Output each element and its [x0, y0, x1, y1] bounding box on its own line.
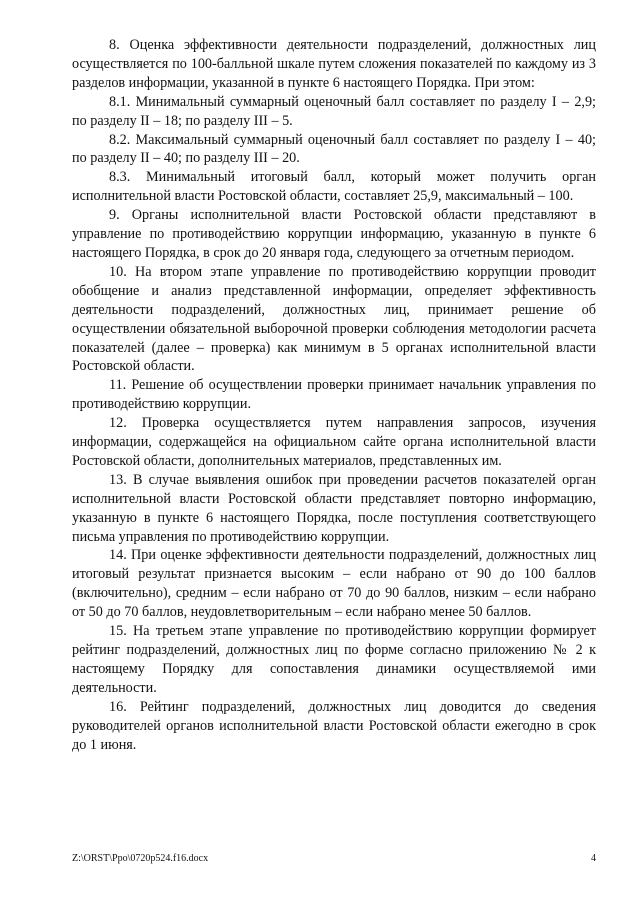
page-footer: [72, 853, 596, 865]
paragraph-8: 8. Оценка эффективности деятельности подразделений, должностных лиц осуществляется по 100-балльной шкале путем сложения показателей по каждому из 3 разделов информации, указанной в пункте 6 настоящего Порядка. При этом:: [72, 37, 596, 91]
paragraph-8-3: 8.3. Минимальный итоговый балл, который может получить орган исполнительной власти Ростовской области, составляет 25,9, максимальный – 100.: [72, 169, 596, 205]
paragraph-8-1: 8.1. Минимальный суммарный оценочный балл составляет по разделу I – 2,9; по разделу II – 18; по разделу III – 5.: [72, 93, 596, 129]
paragraph-16: 16. Рейтинг подразделений, должностных лиц доводится до сведения руководителей органов исполнительной власти Ростовской области ежегодно в срок до 1 июня.: [72, 698, 596, 753]
paragraph-8-2: 8.2. Максимальный суммарный оценочный балл составляет по разделу I – 40; по разделу II – 40; по разделу III – 20.: [72, 131, 596, 167]
paragraph-10: 10. На втором этапе управление по противодействию коррупции проводит обобщение и анализ представленной информации, определяет эффективность деятельности подразделений, должностных лиц, принимает решение об осуществлении обязательной выборочной проверки соблюдения методологии расчета показателей (далее – проверка) как минимум в 5 органах исполнительной власти Ростовской области.: [72, 263, 596, 375]
paragraph-15: 15. На третьем этапе управление по противодействию коррупции формирует рейтинг подразделений, должностных лиц по форме согласно приложению № 2 к настоящему Порядку для сопоставления динамики осуществляемой ими деятельности.: [72, 623, 596, 696]
paragraph-9: 9. Органы исполнительной власти Ростовской области представляют в управление по противодействию коррупции информацию, указанную в пункте 6 настоящего Порядка, в срок до 20 января года, следующего за отчетным периодом.: [72, 207, 596, 261]
paragraph-11: 11. Решение об осуществлении проверки принимает начальник управления по противодействию коррупции.: [72, 377, 596, 413]
footer-page-number: 4: [591, 853, 596, 864]
footer-file-path: Z:\ORST\Ppo\0720p524.f16.docx: [72, 853, 209, 864]
paragraph-13: 13. В случае выявления ошибок при проведении расчетов показателей орган исполнительной власти Ростовской области представляет повторно информацию, указанную в пункте 6 настоящего Порядка, после поступления соответствующего письма управления по противодействию коррупции.: [72, 471, 596, 545]
paragraph-12: 12. Проверка осуществляется путем направления запросов, изучения информации, содержащейся на официальном сайте органа исполнительной власти Ростовской области, дополнительных материалов, представленных им.: [72, 415, 596, 469]
paragraph-14: 14. При оценке эффективности деятельности подразделений, должностных лиц итоговый результат признается высоким – если набрано от 90 до 100 баллов (включительно), средним – если набрано от 70 до 90 баллов, низким – если набрано от 50 до 70 баллов, неудовлетворительным – если набрано менее 50 баллов.: [72, 547, 596, 621]
document-page: [72, 36, 596, 754]
